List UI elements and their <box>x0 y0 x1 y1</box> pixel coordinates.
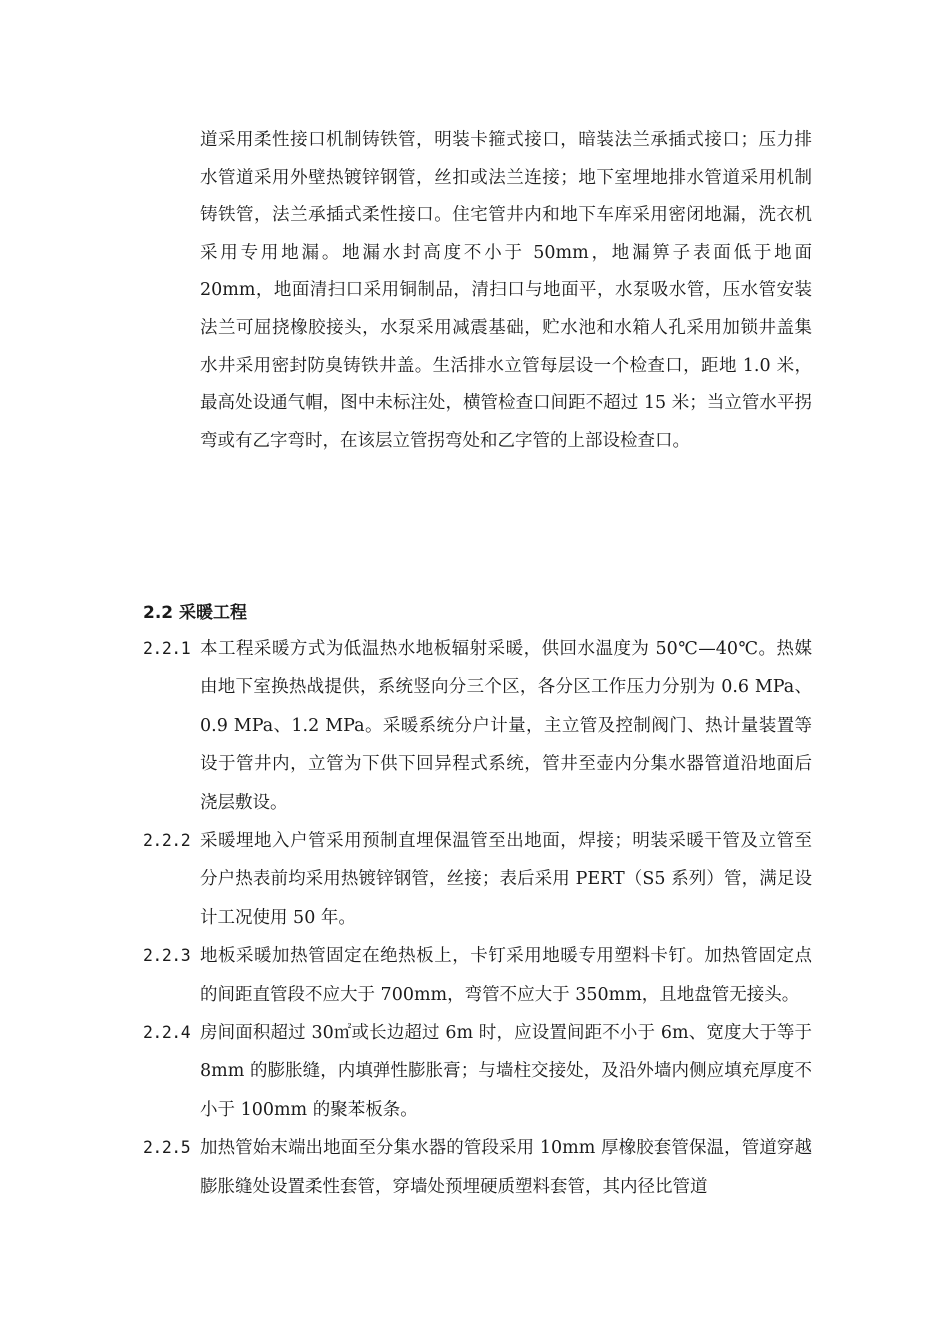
list-item <box>143 1129 812 1206</box>
item-number: 2.2.1 <box>143 639 191 658</box>
item-number: 2.2.4 <box>143 1023 191 1043</box>
item-number: 2.2.3 <box>143 946 191 966</box>
item-text: 采暖埋地入户管采用预制直埋保温管至出地面，焊接；明装采暖干管及立管至分户热表前均采用热镀锌钢管，丝接；表后采用 PERT（S5 系列）管，满足设计工况使用 50 年。 <box>200 831 812 928</box>
list-item <box>143 630 812 822</box>
item-text: 地板采暖加热管固定在绝热板上，卡钉采用地暖专用塑料卡钉。加热管固定点的间距直管段不应大于 700mm，弯管不应大于 350mm，且地盘管无接头。 <box>200 946 812 1005</box>
list-item <box>143 1014 812 1129</box>
section-heading: 2.2 采暖工程 <box>143 603 248 623</box>
item-text: 加热管始末端出地面至分集水器的管段采用 10mm 厚橡胶套管保温，管道穿越膨胀缝处设置柔性套管，穿墙处预埋硬质塑料套管，其内径比管道 <box>200 1138 812 1197</box>
list-item <box>143 937 812 1014</box>
list-item <box>143 822 812 937</box>
item-number: 2.2.5 <box>143 1138 191 1158</box>
item-number: 2.2.2 <box>143 831 191 851</box>
item-text: 房间面积超过 30㎡或长边超过 6m 时，应设置间距不小于 6m、宽度大于等于 8mm 的膨胀缝，内填弹性膨胀膏；与墙柱交接处，及沿外墙内侧应填充厚度不小于 100mm 的聚苯板条。 <box>200 1023 812 1120</box>
item-text: 本工程采暖方式为低温热水地板辐射采暖，供回水温度为 50℃—40℃。热媒由地下室换热战提供，系统竖向分三个区，各分区工作压力分别为 0.6 MPa、0.9 MPa、1.2 MPa。采暖系统分户计量，主立管及控制阀门、热计量装置等设于管井内，立管为下供下回异程式系统，管井至壶内分集水器管道沿地面后浇层敷设。 <box>200 639 812 813</box>
section-items-list <box>143 630 812 1206</box>
intro-paragraph: 道采用柔性接口机制铸铁管，明装卡箍式接口，暗装法兰承插式接口；压力排水管道采用外壁热镀锌钢管，丝扣或法兰连接；地下室埋地排水管道采用机制铸铁管，法兰承插式柔性接口。住宅管井内和地下车库采用密闭地漏，洗衣机采用专用地漏。地漏水封高度不小于 50mm，地漏箅子表面低于地面 20mm，地面清扫口采用铜制品，清扫口与地面平，水泵吸水管，压水管安装法兰可屈挠橡胶接头，水泵采用减震基础，贮水池和水箱人孔采用加锁井盖集水井采用密封防臭铸铁井盖。生活排水立管每层设一个检查口，距地 1.0 米，最高处设通气帽，图中未标注处，横管检查口间距不超过 15 米；当立管水平拐弯或有乙字弯时，在该层立管拐弯处和乙字管的上部设检查口。 <box>200 130 812 451</box>
